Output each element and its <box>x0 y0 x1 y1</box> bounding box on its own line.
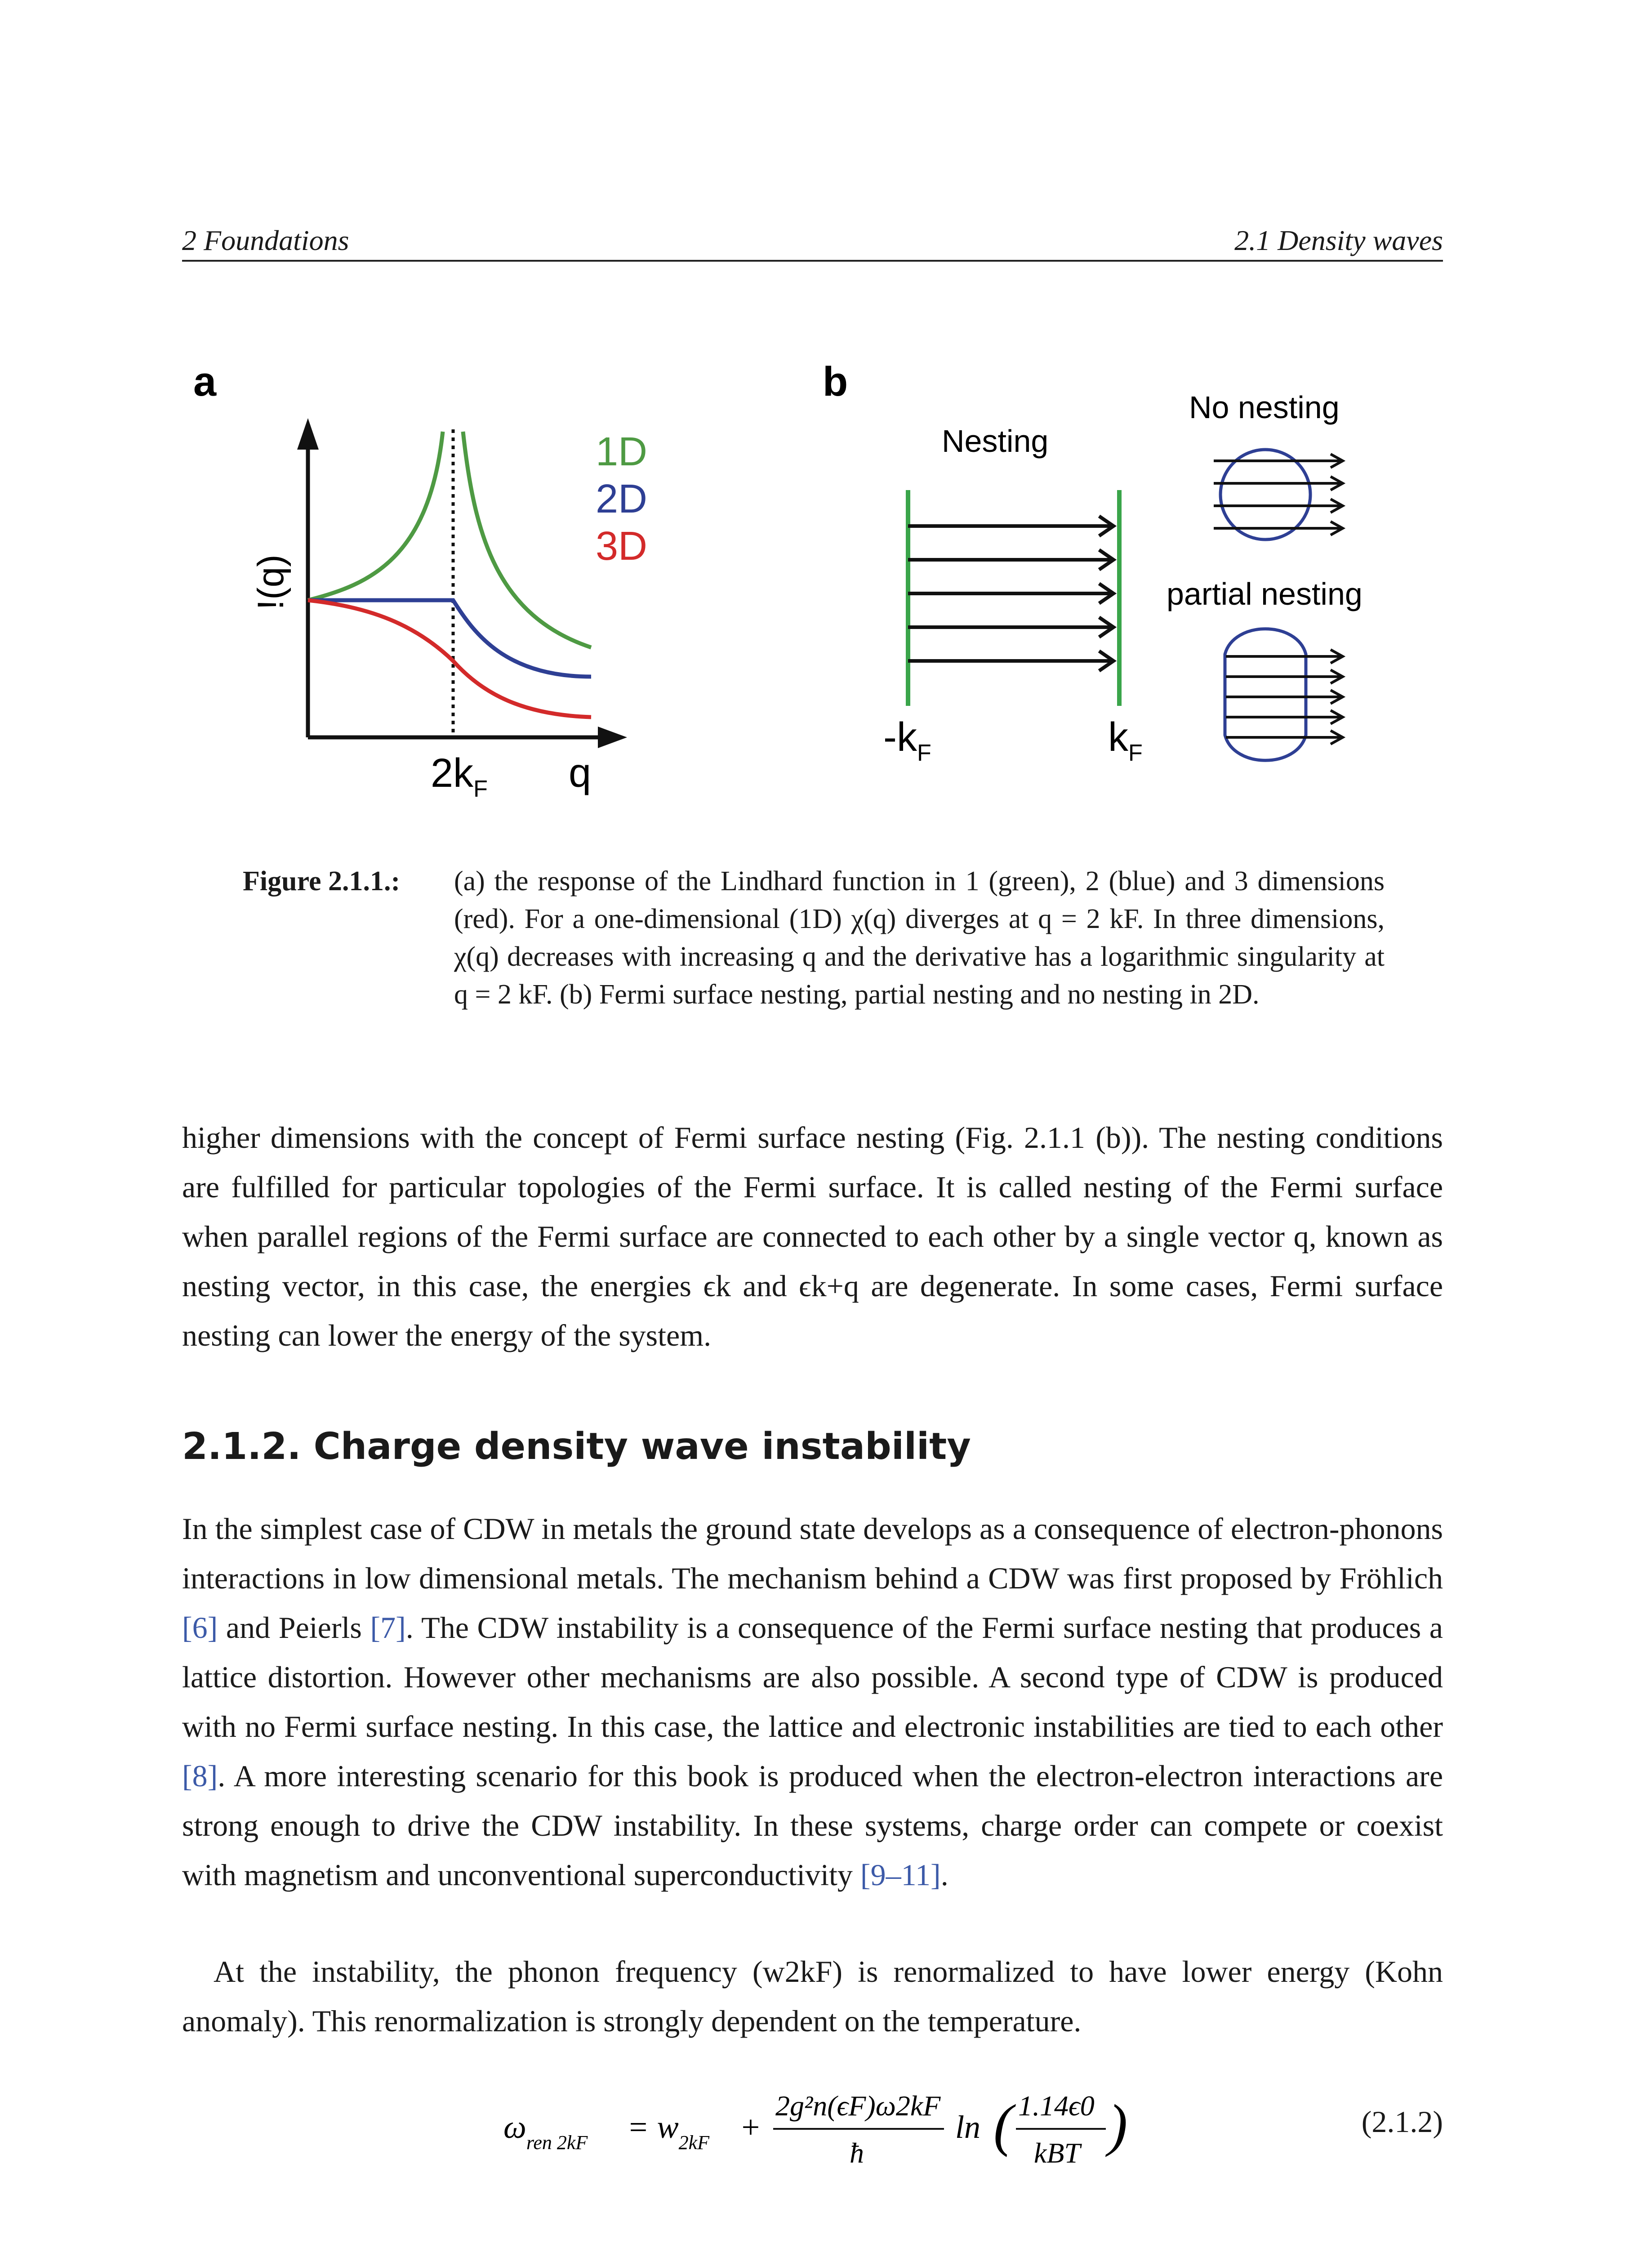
svg-text:1.14ϵ0: 1.14ϵ0 <box>1018 2090 1095 2122</box>
partial-nesting-label: partial nesting <box>1167 576 1363 611</box>
header-section: 2.1 Density waves <box>1234 224 1443 256</box>
svg-text:): ) <box>1108 2093 1128 2158</box>
tick-2kf: $2k_F$ <box>431 751 488 802</box>
section-title: Charge density wave instability <box>313 1425 971 1468</box>
curve-1d <box>308 432 591 647</box>
figure-2-1-1 <box>182 355 1443 832</box>
citation-7[interactable]: [7] <box>370 1610 406 1645</box>
no-nesting-arrows <box>1214 454 1343 535</box>
xlabel-q: q <box>569 751 592 796</box>
curve-3d <box>308 600 591 717</box>
citation-8[interactable]: [8] <box>182 1759 218 1793</box>
no-nesting-circle <box>1220 450 1310 540</box>
section-number: 2.1.2. <box>182 1425 301 1468</box>
svg-text:2g²n(ϵF)ω2kF: 2g²n(ϵF)ω2kF <box>775 2090 941 2122</box>
svg-text:ħ: ħ <box>850 2137 864 2169</box>
citation-6[interactable]: [6] <box>182 1610 218 1645</box>
svg-text:+: + <box>739 2109 761 2145</box>
running-header <box>182 224 1443 262</box>
ylabel: !(q) <box>250 554 291 610</box>
nesting-label: Nesting <box>942 424 1049 459</box>
equation-number: (2.1.2) <box>1361 2105 1443 2139</box>
section-heading <box>182 1425 971 1468</box>
legend-1d: 1D <box>596 429 648 474</box>
caption-text: (a) the response of the Lindhard function in 1 (green), 2 (blue) and 3 dimensions (red). For a one-dimensional (1D) χ(q) diverges at q = 2 kF. In three dimensions, χ(q) decreases with increasing q and the derivative has a logarithmic singularity at q = 2 kF. (b) Fermi surface nesting, partial nesting and no nesting in 2D. <box>454 866 1385 1010</box>
paragraph-cdw: In the simplest case of CDW in metals the ground state develops as a consequence of electron-phonons interactions in low dimensional metals. The mechanism behind a CDW was first proposed by Fröhlich [6] and Peierls [7]. The CDW instability is a consequence of the Fermi surface nesting that produces a lattice distortion. However other mechanisms are also possible. A second type of CDW is produced with no Fermi surface nesting. In this case, the lattice and electronic instabilities are tied to each other [8]. A more interesting scenario for this book is produced when the electron-electron interactions are strong enough to drive the CDW instability. In these systems, charge order can compete or coexist with magnetism and unconventional superconductivity [9–11]. <box>182 1512 1443 1892</box>
svg-text:kBT: kBT <box>1034 2137 1081 2169</box>
caption-label: Figure 2.1.1.: <box>243 866 401 897</box>
svg-text:(: ( <box>993 2093 1013 2158</box>
curve-2d <box>308 600 591 677</box>
paragraph-instability: At the instability, the phonon frequency (w2kF) is renormalized to have lower energy (Kohn anomaly). This renormalization is strongly dependent on the temperature. <box>182 1954 1443 2038</box>
svg-text:ln: ln <box>955 2109 981 2145</box>
citation-9-11[interactable]: [9–11] <box>860 1858 941 1892</box>
header-chapter: 2 Foundations <box>182 224 349 256</box>
legend-2d: 2D <box>596 477 648 522</box>
no-nesting-label: No nesting <box>1189 390 1340 425</box>
partial-nesting-arrows <box>1226 650 1343 744</box>
nesting-arrows <box>908 516 1113 671</box>
panel-a-label: a <box>193 359 217 405</box>
paragraph-nesting: higher dimensions with the concept of Fermi surface nesting (Fig. 2.1.1 (b)). The nesting conditions are fulfilled for particular topologies of the Fermi surface. It is called nesting of the Fermi surface when parallel regions of the Fermi surface are connected to each other by a single vector q, known as nesting vector, in this case, the energies ϵk and ϵk+q are degenerate. In some cases, Fermi surface nesting can lower the energy of the system. <box>182 1120 1443 1352</box>
svg-text:= w2kF: = $w_{2kF}$ <box>627 2109 710 2154</box>
pos-kf-label: $k_F$ <box>1108 715 1143 766</box>
panel-a-axes <box>297 418 627 748</box>
legend-3d: 3D <box>596 524 648 569</box>
neg-kf-label: $-k_F$ <box>883 715 931 766</box>
equation-2-1-2 <box>494 2077 1169 2181</box>
panel-b-label: b <box>823 359 848 405</box>
partial-nesting-shape <box>1225 629 1306 761</box>
figure-svg <box>182 355 1443 832</box>
svg-text:ωren 2kF: $\omega_{ren 2kF}$ <box>503 2109 588 2154</box>
